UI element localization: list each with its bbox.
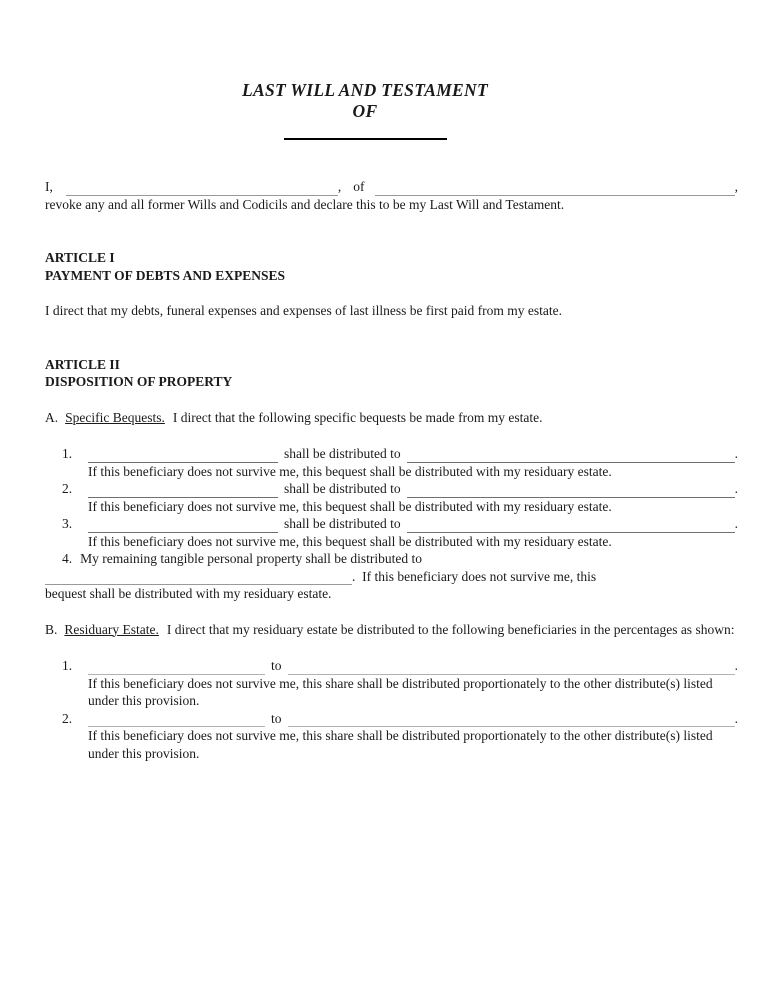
opening-line-1 bbox=[45, 178, 738, 196]
item-mid-text: shall be distributed to bbox=[284, 516, 401, 531]
residuary-1-share-blank[interactable] bbox=[88, 662, 265, 675]
item-period: . bbox=[734, 658, 738, 673]
title-block bbox=[45, 80, 685, 140]
bequest-1-property-blank[interactable] bbox=[88, 450, 278, 463]
bequest-1-note: If this beneficiary does not survive me, this bequest shall be distributed with my residuary estate. bbox=[88, 463, 612, 479]
bequest-item-3-line bbox=[45, 515, 738, 533]
article-1-body: I direct that my debts, funeral expenses and expenses of last illness be first paid from my estate. bbox=[45, 303, 562, 318]
bequest-2-property-blank[interactable] bbox=[88, 485, 278, 498]
bequest-item-4-line2 bbox=[45, 568, 738, 586]
bequest-item-2 bbox=[45, 480, 738, 515]
article-1-heading-line2: PAYMENT OF DEBTS AND EXPENSES bbox=[45, 267, 286, 283]
residuary-item-2-line bbox=[45, 710, 738, 728]
item-mid-text: to bbox=[271, 710, 282, 726]
document-title-of: OF bbox=[352, 101, 378, 121]
residuary-item-1 bbox=[45, 657, 738, 710]
item-4-text: My remaining tangible personal property shall be distributed to bbox=[80, 551, 423, 566]
bequest-item-2-line bbox=[45, 480, 738, 498]
document-title: LAST WILL AND TESTAMENT bbox=[242, 80, 488, 100]
section-a-label: A. bbox=[45, 409, 59, 425]
testator-name-field[interactable] bbox=[66, 183, 338, 196]
article-2-heading-line2: DISPOSITION OF PROPERTY bbox=[45, 374, 233, 389]
bequest-3-property-blank[interactable] bbox=[88, 520, 278, 533]
item-number: 2. bbox=[62, 710, 73, 726]
bequest-item-4 bbox=[45, 550, 738, 603]
residuary-item-2 bbox=[45, 710, 738, 763]
opening-comma-1: , bbox=[337, 179, 342, 194]
item-mid-text: shall be distributed to bbox=[284, 481, 401, 496]
section-a-head bbox=[45, 409, 738, 427]
item-number: 3. bbox=[62, 516, 73, 531]
bequest-item-1-line bbox=[45, 445, 738, 463]
item-period: . bbox=[734, 516, 738, 531]
bequest-2-note: If this beneficiary does not survive me, this bequest shall be distributed with my residuary estate. bbox=[88, 498, 612, 514]
opening-of: of bbox=[353, 179, 365, 194]
article-2-heading-line1: ARTICLE II bbox=[45, 356, 120, 372]
opening-prefix: I, bbox=[45, 179, 53, 194]
testator-residence-field[interactable] bbox=[375, 183, 735, 196]
item-period: . bbox=[734, 481, 738, 496]
section-b-title: Residuary Estate. bbox=[64, 621, 159, 637]
specific-bequests-list bbox=[45, 445, 738, 603]
residuary-2-note: If this beneficiary does not survive me, this share shall be distributed proportionately to the other distribute(s) listed under this provision. bbox=[88, 728, 713, 761]
residuary-2-beneficiary-blank[interactable] bbox=[288, 714, 735, 727]
item-number: 1. bbox=[62, 446, 73, 461]
item-period: . bbox=[734, 710, 738, 726]
bequest-3-note: If this beneficiary does not survive me, this bequest shall be distributed with my residuary estate. bbox=[88, 533, 612, 549]
opening-paragraph bbox=[45, 178, 738, 213]
item-number: 4. bbox=[62, 551, 73, 566]
section-b-intro: I direct that my residuary estate be distributed to the following beneficiaries in the percentages as shown: bbox=[166, 621, 735, 637]
bequest-2-beneficiary-blank[interactable] bbox=[407, 485, 735, 498]
residuary-item-1-line bbox=[45, 657, 738, 675]
opening-continuation: revoke any and all former Wills and Codicils and declare this to be my Last Will and Testament. bbox=[45, 196, 565, 212]
bequest-item-4-line3: bequest shall be distributed with my residuary estate. bbox=[45, 586, 332, 601]
testator-name-title-blank[interactable] bbox=[284, 138, 447, 140]
bequest-item-1 bbox=[45, 445, 738, 480]
item-period: . bbox=[734, 446, 738, 461]
item-mid-text: shall be distributed to bbox=[284, 446, 401, 461]
section-b-label: B. bbox=[45, 621, 58, 637]
tangible-property-beneficiary-blank[interactable] bbox=[45, 572, 352, 585]
residuary-2-share-blank[interactable] bbox=[88, 714, 265, 727]
residuary-1-note: If this beneficiary does not survive me, this share shall be distributed proportionately to the other distribute(s) listed under this provision. bbox=[88, 675, 713, 708]
bequest-item-4-line1 bbox=[45, 550, 738, 568]
item-number: 1. bbox=[62, 658, 73, 673]
article-2-heading bbox=[45, 356, 738, 391]
section-a-intro: I direct that the following specific bequests be made from my estate. bbox=[172, 409, 543, 425]
item-4-after-blank-text: . If this beneficiary does not survive me, this bbox=[352, 568, 597, 584]
section-b-head bbox=[45, 621, 738, 639]
opening-comma-2: , bbox=[734, 179, 738, 194]
bequest-item-3 bbox=[45, 515, 738, 550]
section-a-title: Specific Bequests. bbox=[65, 409, 165, 425]
bequest-3-beneficiary-blank[interactable] bbox=[407, 520, 735, 533]
residuary-1-beneficiary-blank[interactable] bbox=[288, 662, 735, 675]
article-1-heading-line1: ARTICLE I bbox=[45, 250, 115, 265]
article-1-heading bbox=[45, 249, 738, 284]
item-mid-text: to bbox=[271, 658, 282, 673]
item-number: 2. bbox=[62, 481, 73, 496]
bequest-1-beneficiary-blank[interactable] bbox=[407, 450, 735, 463]
residuary-beneficiaries-list bbox=[45, 657, 738, 762]
